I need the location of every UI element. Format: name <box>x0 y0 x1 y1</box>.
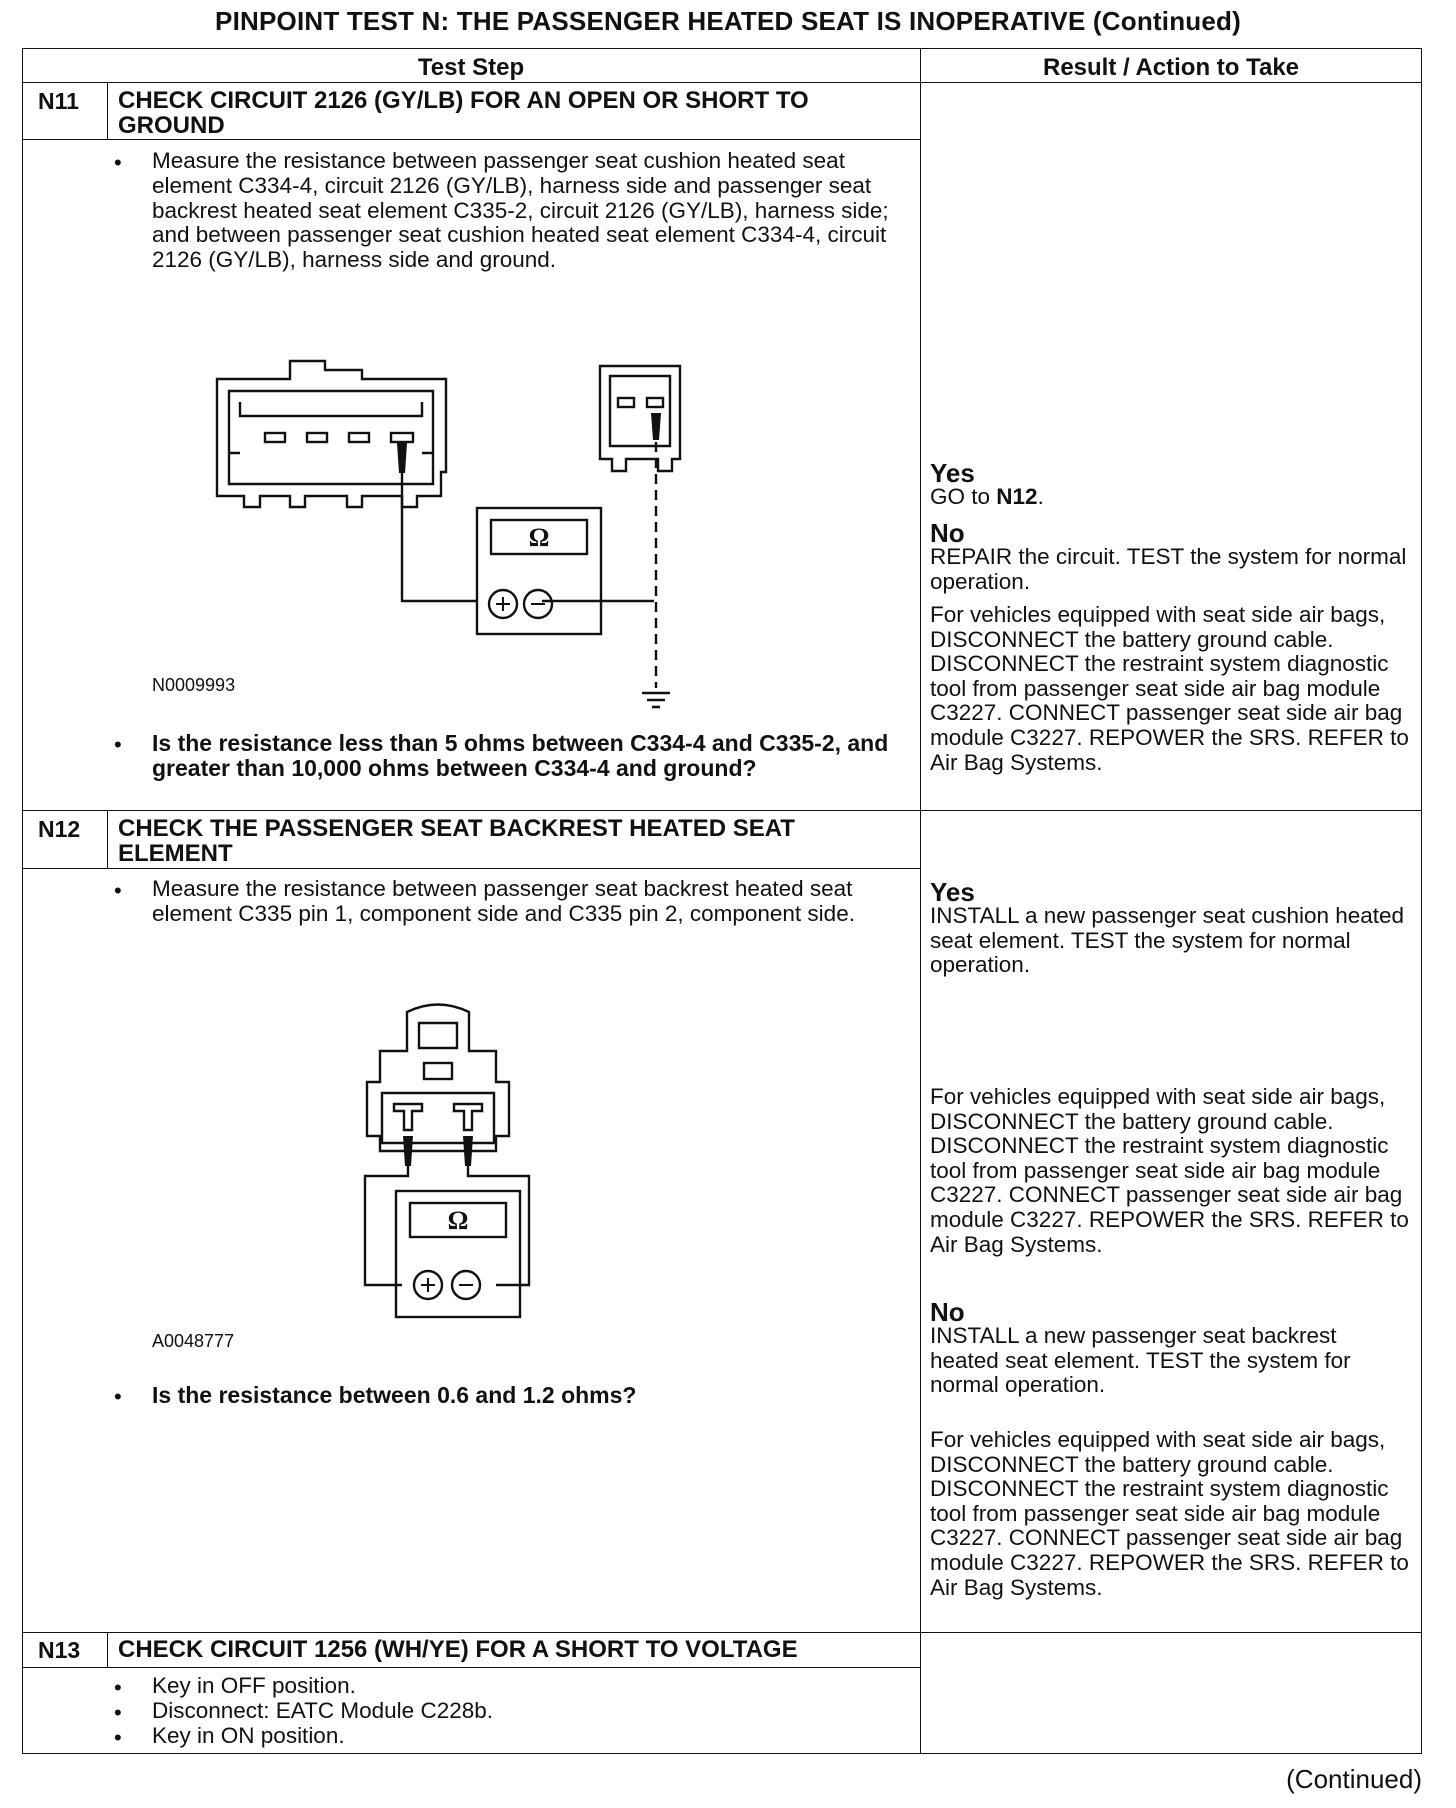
continued-label: (Continued) <box>1286 1764 1422 1794</box>
n12-question: Is the resistance between 0.6 and 1.2 ohms? <box>152 1382 637 1408</box>
n11-yes-suffix: . <box>1037 484 1044 509</box>
header-test-step: Test Step <box>417 54 525 81</box>
pinpoint-test-table <box>22 48 1422 1754</box>
probe-tip <box>463 1136 473 1166</box>
n11-no-label: No <box>930 518 965 548</box>
step-id-n13: N13 <box>38 1637 81 1663</box>
n11-no-action: REPAIR the circuit. TEST the system for normal operation. <box>930 544 1407 594</box>
bullet: • <box>114 1384 122 1409</box>
n12-figure-id: A0048777 <box>152 1331 235 1351</box>
step-row-rule <box>22 1632 1422 1633</box>
list-item: Key in OFF position. <box>152 1673 356 1698</box>
column-divider <box>920 48 921 1754</box>
step-title-n13: CHECK CIRCUIT 1256 (WH/YE) FOR A SHORT TO VOLTAGE <box>118 1636 798 1663</box>
pin-1 <box>394 1104 422 1130</box>
bullet: • <box>114 732 122 757</box>
n12-instruction: Measure the resistance between passenger seat backrest heated seat element C335 pin 1, component side and C335 pin 2, component side. <box>152 876 855 926</box>
list-item: Disconnect: EATC Module C228b. <box>152 1698 493 1723</box>
n11-question: Is the resistance less than 5 ohms between C334-4 and C335-2, and greater than 10,000 ohms between C334-4 and ground? <box>152 730 889 781</box>
c335-component-connector <box>367 1005 509 1152</box>
n11-yes-action <box>930 485 1044 510</box>
probe-tip <box>403 1136 413 1166</box>
n12-diagram <box>22 48 920 1448</box>
step-title-n11: CHECK CIRCUIT 2126 (GY/LB) FOR AN OPEN OR SHORT TO GROUND <box>118 87 809 139</box>
lead-wire-left <box>365 1163 408 1285</box>
n11-yes-target: N12 <box>996 484 1038 509</box>
step-title-n12: CHECK THE PASSENGER SEAT BACKREST HEATED SEAT ELEMENT <box>118 815 795 867</box>
n12-yes-airbag-note: For vehicles equipped with seat side air bags, DISCONNECT the battery ground cable. DISCONNECT the restraint system diagnostic tool from passenger seat side air bag module C3227. CONNECT passenger seat side air bag module C3227. REPOWER the SRS. REFER to Air Bag Systems. <box>930 1084 1409 1257</box>
n11-figure-id: N0009993 <box>152 675 236 695</box>
bullet: • <box>114 1700 122 1725</box>
n12-no-action: INSTALL a new passenger seat backrest heated seat element. TEST the system for normal operation. <box>930 1323 1351 1398</box>
ohm-symbol: Ω <box>528 523 550 552</box>
bullet: • <box>114 1675 122 1700</box>
n12-no-airbag-note: For vehicles equipped with seat side air bags, DISCONNECT the battery ground cable. DISCONNECT the restraint system diagnostic tool from passenger seat side air bag module C3227. CONNECT passenger seat side air bag module C3227. REPOWER the SRS. REFER to Air Bag Systems. <box>930 1427 1409 1600</box>
bullet: • <box>114 878 122 903</box>
n11-yes-label: Yes <box>930 458 975 488</box>
header-result: Result / Action to Take <box>1042 54 1300 81</box>
n11-yes-prefix: GO to <box>930 484 997 509</box>
step-id-n11: N11 <box>38 88 79 114</box>
n11-airbag-note: For vehicles equipped with seat side air bags, DISCONNECT the battery ground cable. DISCONNECT the restraint system diagnostic tool from passenger seat side air bag module C3227. CONNECT passenger seat side air bag module C3227. REPOWER the SRS. REFER to Air Bag Systems. <box>930 602 1409 775</box>
page-title: PINPOINT TEST N: THE PASSENGER HEATED SEAT IS INOPERATIVE (Continued) <box>215 6 1241 36</box>
bullet: • <box>114 150 122 175</box>
n12-no-label: No <box>930 1297 965 1327</box>
bullet: • <box>114 1725 122 1750</box>
step-title-rule <box>22 1667 920 1668</box>
pin-2 <box>454 1104 482 1130</box>
ohm-symbol: Ω <box>447 1206 469 1235</box>
list-item: Key in ON position. <box>152 1723 345 1748</box>
step-id-n12: N12 <box>38 816 81 842</box>
step-id-divider <box>107 1632 108 1667</box>
n11-instruction: Measure the resistance between passenger seat cushion heated seat element C334-4, circuit 2126 (GY/LB), harness side and passenger seat backrest heated seat element C335-2, circuit 2126 (GY/LB), harness side; and between passenger seat cushion heated seat element C334-4, circuit 2126 (GY/LB), harness side and ground. <box>152 148 889 273</box>
n12-yes-action: INSTALL a new passenger seat cushion heated seat element. TEST the system for normal operation. <box>930 903 1405 978</box>
n12-yes-label: Yes <box>930 877 975 907</box>
